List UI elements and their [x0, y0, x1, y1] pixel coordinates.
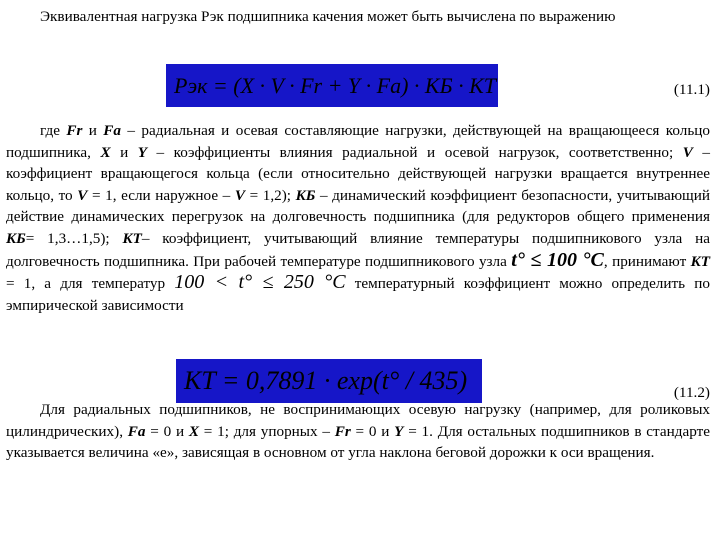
symbol-kt: KT [122, 229, 142, 247]
temperature-condition-2: 100 < t° ≤ 250 °C [174, 271, 346, 294]
symbol-kb: KБ [295, 186, 316, 204]
symbol-v: V [77, 186, 88, 204]
symbol-fr: Fr [66, 122, 83, 139]
symbol-y: Y [137, 143, 148, 161]
text-run: и [82, 122, 104, 139]
text-run: = 0 и [145, 422, 189, 440]
text-run: = 1,2); [245, 186, 296, 204]
text-run: = 1, если наружное – [87, 186, 235, 204]
text-run: = 1. Для остальных подшипников в стандарте указывается величина «e», зависящая в основном от угла наклона беговой дорожки к оси вращения. [6, 422, 710, 462]
text-run: = 0 и [350, 422, 395, 440]
equation-number-11-1: (11.1) [673, 81, 710, 98]
symbol-x: X [188, 422, 200, 440]
temperature-condition-1: t° ≤ 100 °C [511, 248, 604, 271]
text-run: = 1; для упорных – [199, 422, 335, 440]
definitions-paragraph [6, 120, 710, 316]
symbol-y: Y [394, 422, 404, 440]
text-run: и [110, 143, 138, 161]
symbol-v: V [682, 143, 693, 161]
symbol-kt: KT [690, 252, 711, 270]
text-run: = 1, а для температур [6, 275, 175, 293]
equation-11-1: Pэк = (X · V · Fr + Y · Fa) · KБ · KT [166, 64, 498, 107]
equation-number-11-2: (11.2) [673, 384, 710, 401]
text-run: = 1,3…1,5); [25, 229, 123, 247]
equation-11-2: KT = 0,7891 · exp(t° / 435) [176, 359, 482, 403]
closing-paragraph [6, 399, 710, 464]
text-run: температурный коэффициент можно определить по эмпирической зависимости [6, 275, 710, 314]
symbol-fa: Fa [103, 122, 122, 139]
symbol-v: V [234, 186, 245, 204]
symbol-fa: Fa [127, 422, 146, 440]
symbol-kb: KБ [6, 229, 26, 247]
text-run: Для радиальных подшипников, не воспринимающих осевую нагрузку (например, для роликовых цилиндрических), [6, 401, 710, 440]
text-run: – коэффициент вращающегося кольца (если относительно действующей нагрузки вращается внутреннее кольцо, то [6, 143, 710, 204]
text-run: , принимают [603, 252, 691, 270]
text-run: – коэффициент, учитывающий влияние температуры подшипникового узла на долговечность подшипника. При рабочей температуре подшипникового узла [6, 229, 710, 270]
intro-paragraph: Эквивалентная нагрузка Рэк подшипника качения может быть вычислена по выражению [40, 8, 616, 25]
symbol-x: X [100, 143, 111, 161]
text-run: – коэффициенты влияния радиальной и осевой нагрузок, соответственно; [147, 143, 683, 161]
text-run: где [40, 122, 67, 139]
symbol-fr: Fr [334, 422, 351, 440]
text-run: – радиальная и осевая составляющие нагрузки, действующей на вращающееся кольцо подшипника, [6, 122, 710, 161]
text-run: – динамический коэффициент безопасности, учитывающий действие динамических перегрузок на долговечность подшипника (для редукторов общего применения [6, 186, 711, 226]
